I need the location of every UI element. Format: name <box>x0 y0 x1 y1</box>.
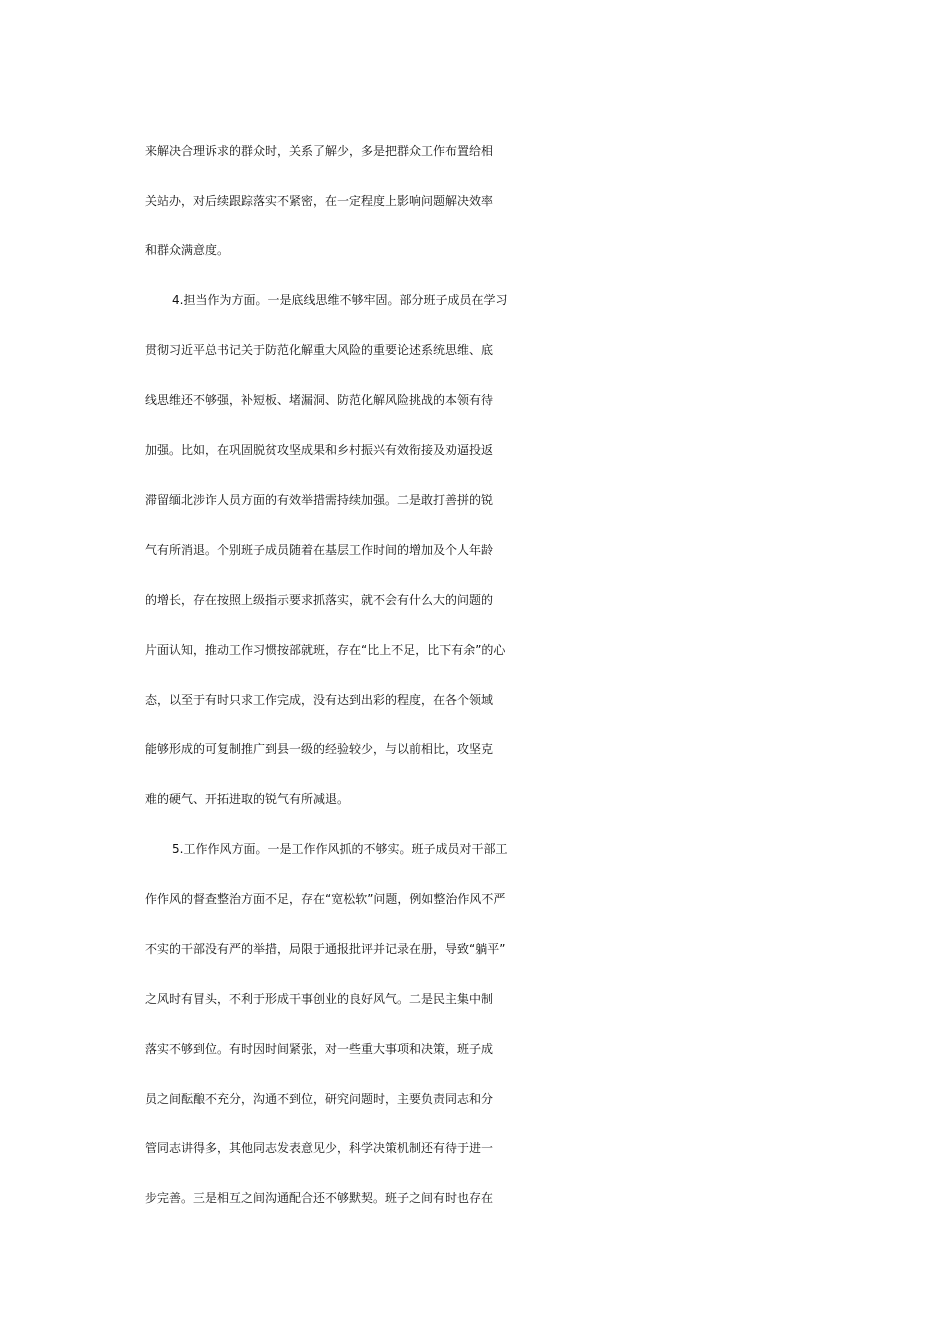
text-line: 来解决合理诉求的群众时，关系了解少，多是把群众工作布置给相 <box>145 144 494 158</box>
text-line: 员之间酝酿不充分，沟通不到位，研究问题时，主要负责同志和分 <box>145 1092 494 1106</box>
text-line: 线思维还不够强，补短板、堵漏洞、防范化解风险挑战的本领有待 <box>145 393 494 407</box>
paragraph-start-line: 5.工作作风方面。一是工作作风抓的不够实。班子成员对干部工 <box>172 842 508 856</box>
text-line: 滞留缅北涉诈人员方面的有效举措需持续加强。二是敢打善拼的锐 <box>145 493 494 507</box>
text-line: 不实的干部没有严的举措，局限于通报批评并记录在册，导致“躺平” <box>145 942 506 956</box>
text-line: 加强。比如，在巩固脱贫攻坚成果和乡村振兴有效衔接及劝逼投返 <box>145 443 494 457</box>
text-line: 关站办，对后续跟踪落实不紧密，在一定程度上影响问题解决效率 <box>145 194 494 208</box>
text-line: 能够形成的可复制推广到县一级的经验较少，与以前相比，攻坚克 <box>145 742 494 756</box>
text-line: 管同志讲得多，其他同志发表意见少，科学决策机制还有待于进一 <box>145 1141 494 1155</box>
text-line: 态，以至于有时只求工作完成，没有达到出彩的程度，在各个领域 <box>145 693 494 707</box>
text-line: 步完善。三是相互之间沟通配合还不够默契。班子之间有时也存在 <box>145 1191 494 1205</box>
text-line: 作作风的督查整治方面不足，存在“宽松软”问题，例如整治作风不严 <box>145 892 506 906</box>
text-line: 和群众满意度。 <box>145 243 230 257</box>
text-line: 片面认知，推动工作习惯按部就班，存在“比上不足，比下有余”的心 <box>145 643 506 657</box>
text-line: 落实不够到位。有时因时间紧张，对一些重大事项和决策，班子成 <box>145 1042 494 1056</box>
text-line: 的增长，存在按照上级指示要求抓落实，就不会有什么大的问题的 <box>145 593 494 607</box>
text-line: 气有所消退。个别班子成员随着在基层工作时间的增加及个人年龄 <box>145 543 494 557</box>
text-line: 之风时有冒头，不利于形成干事创业的良好风气。二是民主集中制 <box>145 992 494 1006</box>
text-line: 难的硬气、开拓进取的锐气有所减退。 <box>145 792 350 806</box>
paragraph-start-line: 4.担当作为方面。一是底线思维不够牢固。部分班子成员在学习 <box>172 293 508 307</box>
text-line: 贯彻习近平总书记关于防范化解重大风险的重要论述系统思维、底 <box>145 343 494 357</box>
